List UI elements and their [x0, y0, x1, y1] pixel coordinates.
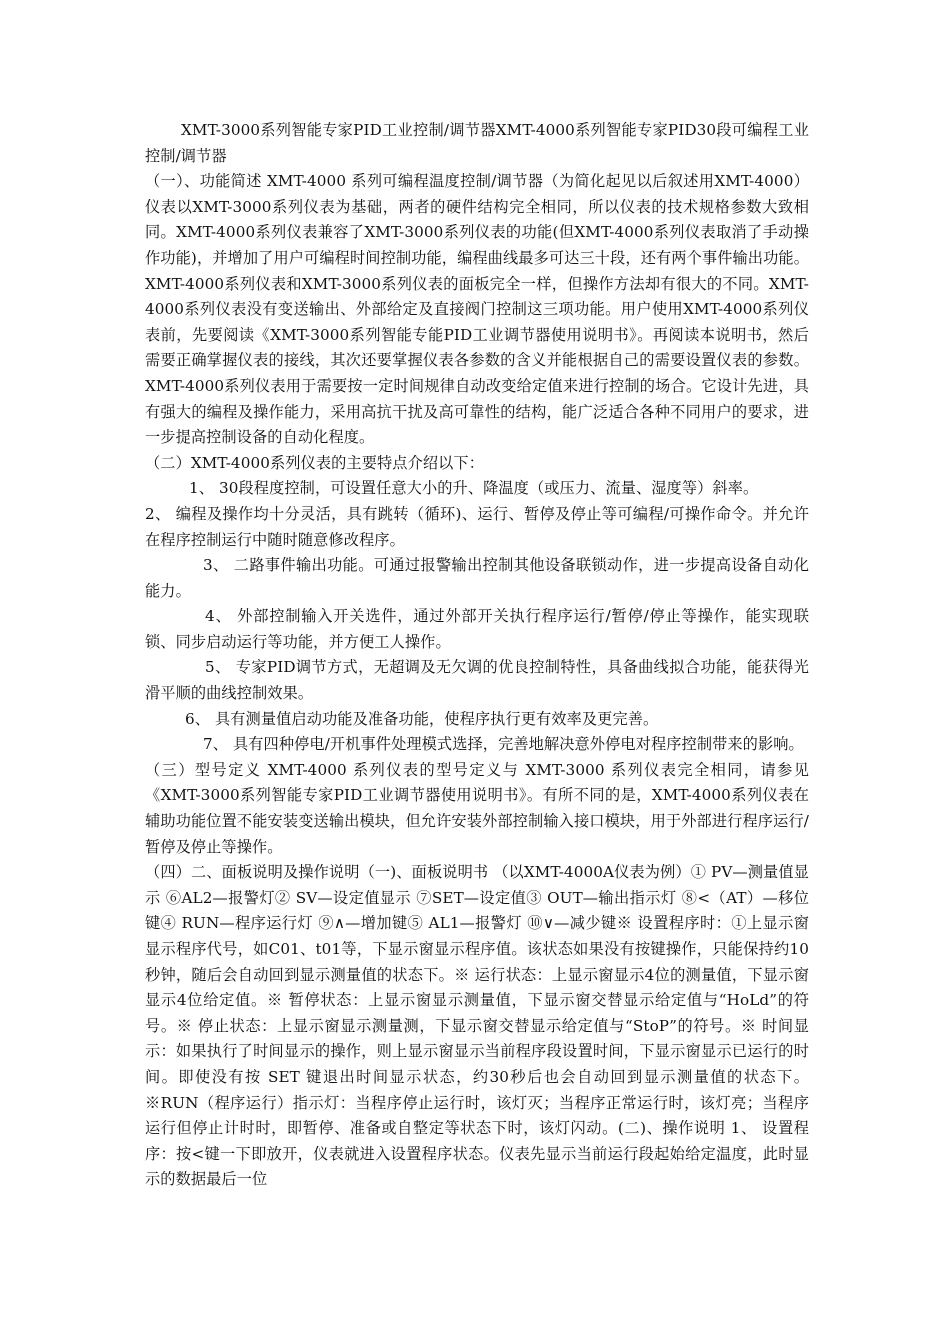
feature-item-1: 1、 30段程度控制，可设置任意大小的升、降温度（或压力、流量、湿度等）斜率。: [189, 479, 759, 498]
feature-item-6: 6、 具有测量值启动功能及准备功能，使程序执行更有效率及更完善。: [185, 709, 659, 728]
feature-item-7: 7、 具有四种停电/开机事件处理模式选择，完善地解决意外停电对程序控制带来的影响。: [203, 735, 804, 754]
document-page: [145, 118, 809, 1193]
section-3-model-definition: （三）型号定义 XMT-4000 系列仪表的型号定义与 XMT-3000 系列仪表完全相同，请参见《XMT-3000系列智能专家PID工业调节器使用说明书》。有所不同的是，XMT-4000系列仪表在辅助功能位置不能安装变送输出模块，但允许安装外部控制输入接口模块，用于外部进行程序运行/暂停及停止等操作。: [145, 760, 809, 856]
section-4-panel-and-operation: （四）二、面板说明及操作说明（一)、面板说明书 （以XMT-4000A仪表为例）① PV—测量值显示 ⑥AL2—报警灯② SV—设定值显示 ⑦SET—设定值③ OUT—输出指示灯 ⑧<（AT）—移位键④ RUN—程序运行灯 ⑨∧—增加键⑤ AL1—报警灯 ⑩∨—减少键※ 设置程序时：①上显示窗显示程序代号，如C01、t01等，下显示窗显示程序值。该状态如果没有按键操作，只能保持约10秒钟，随后会自动回到显示测量值的状态下。※ 运行状态：上显示窗显示4位的测量值，下显示窗显示4位给定值。※ 暂停状态：上显示窗显示测量值，下显示窗交替显示给定值与“HoLd”的符号。※ 停止状态：上显示窗显示测量测，下显示窗交替显示给定值与“StoP”的符号。※ 时间显示：如果执行了时间显示的操作，则上显示窗显示当前程序段设置时间，下显示窗显示已运行的时间。即使没有按 SET 键退出时间显示状态，约30秒后也会自动回到显示测量值的状态下。※RUN（程序运行）指示灯：当程序停止运行时，该灯灭；当程序正常运行时，该灯亮；当程序运行但停止计时时，即暂停、准备或自整定等状态下时，该灯闪动。(二)、操作说明 1、 设置程序：按<键一下即放开，仪表就进入设置程序状态。仪表先显示当前运行段起始给定温度，此时显示的数据最后一位: [145, 863, 809, 1189]
feature-item-5: 5、 专家PID调节方式，无超调及无欠调的优良控制特性，具备曲线拟合功能，能获得光滑平顺的曲线控制效果。: [145, 658, 809, 703]
document-title: XMT-3000系列智能专家PID工业控制/调节器XMT-4000系列智能专家PID30段可编程工业控制/调节器: [145, 121, 809, 165]
section-2-heading: （二）XMT-4000系列仪表的主要特点介绍以下：: [145, 453, 485, 472]
feature-item-2: 2、 编程及操作均十分灵活，具有跳转（循环)、运行、暂停及停止等可编程/可操作命令。并允许在程序控制运行中随时随意修改程序。: [145, 504, 809, 549]
feature-item-3: 3、 二路事件输出功能。可通过报警输出控制其他设备联锁动作，进一步提高设备自动化能力。: [145, 556, 809, 600]
feature-item-4: 4、 外部控制输入开关选件，通过外部开关执行程序运行/暂停/停止等操作，能实现联锁、同步启动运行等功能，并方便工人操作。: [145, 607, 809, 651]
section-1-function-overview: （一）、功能简述 XMT-4000 系列可编程温度控制/调节器（为简化起见以后叙述用XMT-4000）仪表以XMT-3000系列仪表为基础，两者的硬件结构完全相同，所以仪表的技术规格参数大致相同。XMT-4000系列仪表兼容了XMT-3000系列仪表的功能(但XMT-4000系列仪表取消了手动操作功能)，并增加了用户可编程时间控制功能，编程曲线最多可达三十段，还有两个事件输出功能。XMT-4000系列仪表和XMT-3000系列仪表的面板完全一样，但操作方法却有很大的不同。XMT-4000系列仪表没有变送输出、外部给定及直接阀门控制这三项功能。用户使用XMT-4000系列仪表前，先要阅读《XMT-3000系列智能专能PID工业调节器使用说明书》。再阅读本说明书，然后需要正确掌握仪表的接线，其次还要掌握仪表各参数的含义并能根据自己的需要设置仪表的参数。XMT-4000系列仪表用于需要按一定时间规律自动改变给定值来进行控制的场合。它设计先进，具有强大的编程及操作能力，采用高抗干扰及高可靠性的结构，能广泛适合各种不同用户的要求，进一步提高控制设备的自动化程度。: [145, 172, 809, 447]
